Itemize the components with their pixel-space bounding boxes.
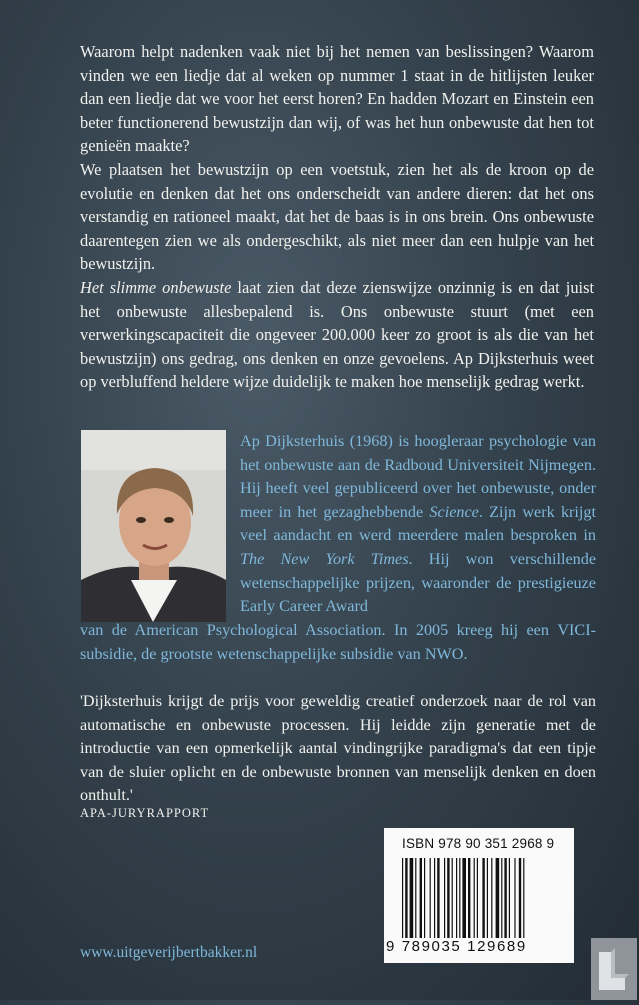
barcode-icon: [402, 858, 558, 938]
blurb-paragraph-consciousness: We plaatsen het bewustzijn op een voetstuk, zien het als de kroon op de evolutie en denken dat het ons onderscheidt van andere dieren: dat het ons verstandig en rationeel maakt, dat het de baas is in ons brein. Ons onbewuste daarentegen zien we als ondergeschikt, als niet meer dan een hulpje van het bewustzijn.: [80, 159, 594, 274]
bio-vici: VICI: [557, 621, 591, 639]
ean-number: 9 789035 129689: [386, 938, 527, 955]
book-title: Het slimme onbewuste: [80, 277, 232, 297]
blurb-paragraph-questions: Waarom helpt nadenken vaak niet bij het nemen van beslissingen? Waarom vinden we een liedje dat al weken op nummer 1 staat in de hitlijsten leuker dan een liedje dat we voor het eerst horen? En hadden Mozart en Einstein een beter functionerend bewustzijn dan wij, of was het hun onbewuste dat hen tot genieën maakte?: [80, 42, 594, 156]
author-bio: [240, 430, 596, 619]
bio-text-1: Ap Dijksterhuis (1968) is hoogleraar psychologie van het onbewuste aan de Radboud Universiteit Nijmegen. Hij heeft veel gepubliceerd over het onbewuste, onder meer in het gezaghebbende: [240, 432, 596, 521]
author-bio-continued: [80, 619, 596, 666]
jury-quote: [80, 690, 596, 808]
blurb-paragraph-book: [80, 276, 594, 394]
isbn-number: ISBN 978 90 351 2968 9: [402, 836, 555, 851]
bio-text-3: . Hij won verschillende wetenschappelijke prijzen, waaronder de prestigieuze Early Career Award: [240, 549, 596, 616]
publisher-url[interactable]: www.uitgeverijbertbakker.nl: [80, 944, 258, 961]
jury-quote-text: 'Dijksterhuis krijgt de prijs voor geweldig creatief onderzoek naar de rol van automatische en onbewuste processen. Hij leidde zijn generatie met de introductie van een opmerkelijk aantal vindingrijke paradigma's dat een tipje van de sluier oplicht en de onbewuste bronnen van menselijk denken en doen onthult.': [80, 692, 596, 805]
bio-text-2: . Zijn werk krijgt veel aandacht en werd meerdere malen besproken in: [240, 502, 597, 545]
barcode-label: [384, 828, 574, 963]
blurb-paragraph-book-text: laat zien dat deze zienswijze onzinnig is en dat juist het onbewuste allesbepalend is. Ons onbewuste stuurt (met een verwerkingscapaciteit die ongeveer 200.000 keer zo groot is als die van het bewustzijn) ons gedrag, ons denken en onze gevoelens. Ap Dijksterhuis weet op verbluffend heldere wijze duidelijk te maken hoe menselijk gedrag werkt.: [80, 277, 595, 392]
bio-nwo: NWO: [424, 644, 464, 663]
author-photo: [81, 430, 226, 622]
bio-science-title: Science: [429, 502, 479, 521]
quote-source: APA-JURYRAPPORT: [80, 806, 210, 820]
back-cover-blurb: [80, 40, 594, 394]
bio-text-6: .: [463, 644, 468, 663]
bio-text-5: -subsidie, de grootste wetenschappelijke subsidie van: [80, 621, 596, 663]
bio-text-4: van de American Psychological Association. In 2005 kreeg hij een: [80, 621, 558, 639]
watermark-logo: [591, 938, 637, 1000]
bio-nyt-title: The New York Times: [240, 549, 409, 568]
